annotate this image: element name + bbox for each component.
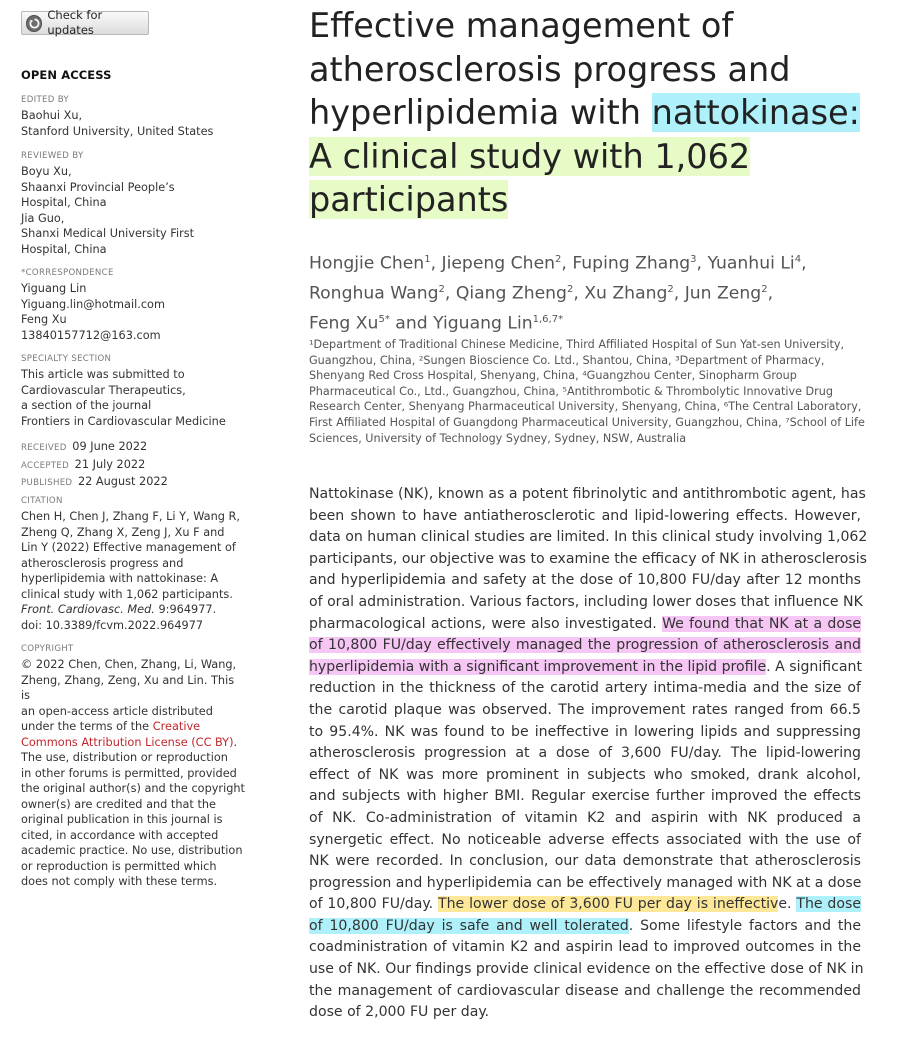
- citation-volume: 9:964977.: [154, 603, 217, 616]
- abstract-text: . Some lifestyle factors and the: [628, 917, 862, 934]
- author-affiliation-number: 3: [690, 254, 697, 265]
- abstract-line: [309, 614, 861, 636]
- title-line-5: [309, 178, 879, 222]
- author-name: and Yiguang Lin: [389, 314, 533, 335]
- title-highlight-nattokinase: nattokinase:: [651, 93, 860, 132]
- abstract-line: [309, 570, 861, 592]
- citation-doi: doi: 10.3389/fcvm.2022.964977: [21, 618, 204, 632]
- abstract-text: . A significant: [766, 658, 862, 675]
- author-name: ,: [801, 253, 807, 274]
- editor-info: Baohui Xu, Stanford University, United States: [21, 109, 214, 138]
- correspondence-info: Yiguang Lin Yiguang.lin@hotmail.com Feng Xu 13840157712@163.com: [21, 282, 165, 342]
- accepted-label: ACCEPTED: [21, 460, 70, 471]
- abstract-line: [309, 959, 864, 981]
- author-name: Ronghua Wang: [309, 283, 439, 304]
- copyright-text: [21, 657, 246, 890]
- abstract-line: [309, 894, 861, 916]
- affiliation-line: ¹Department of Traditional Chinese Medicine, Third Affiliated Hospital of Sun Yat-sen University,: [309, 338, 845, 351]
- abstract-line: [309, 722, 861, 744]
- published-row: [21, 474, 246, 492]
- abstract-line: [309, 786, 861, 808]
- abstract-line: [309, 700, 861, 722]
- abstract-text: and hyperlipidemia and safety at the dose of 10,800 FU/day after 12 months: [309, 572, 861, 589]
- author-affiliation-number: 2: [566, 284, 574, 296]
- correspondence-heading: *CORRESPONDENCE: [21, 268, 114, 278]
- correspondence-section: [21, 267, 246, 343]
- published-label: PUBLISHED: [21, 478, 73, 488]
- affiliation-line: Guangzhou, China, ²Sungen Bioscience Co. Ltd., Shantou, China, ³Department of Pharmacy,: [309, 353, 825, 367]
- abstract-line: [309, 981, 861, 1003]
- abstract-text: the carotid plaque was observed. The improvement rates ranged from 66.5: [309, 701, 861, 718]
- author-affiliation-number: 1,6,7*: [532, 314, 564, 326]
- edited-by-section: [21, 94, 246, 139]
- abstract-text: Nattokinase (NK), known as a potent fibrinolytic and antithrombotic agent, has: [309, 486, 866, 502]
- abstract-line: [309, 592, 861, 614]
- accepted-date: 21 July 2022: [74, 457, 146, 471]
- author-line-3: [309, 307, 869, 337]
- abstract-highlight: The lower dose of 3,600 FU per day is ineffectiv: [438, 896, 779, 913]
- abstract-line: [309, 916, 861, 938]
- specialty-section: [21, 353, 246, 429]
- author-name: Feng Xu: [309, 314, 379, 335]
- abstract-line: [309, 830, 861, 852]
- reviewed-by-heading: REVIEWED BY: [21, 151, 84, 161]
- specialty-info: This article was submitted to Cardiovascular Therapeutics, a section of the journal Frontiers in Cardiovascular Medicine: [21, 368, 226, 428]
- affiliation-line: First Affiliated Hospital of Guangdong Pharmaceutical University, Guangzhou, China, ⁷School of Life: [309, 415, 865, 429]
- abstract-line: [309, 678, 861, 700]
- abstract-line: [309, 549, 868, 571]
- abstract-text: of oral administration. Various factors, including lower doses that influence NK: [309, 593, 863, 610]
- abstract-text: e.: [778, 896, 797, 913]
- abstract-line: [309, 1002, 861, 1024]
- published-date: 22 August 2022: [77, 475, 168, 488]
- received-label: RECEIVED: [21, 443, 67, 453]
- title-line-1: Effective management of: [309, 6, 734, 45]
- abstract-text: data on human clinical studies are limited. In this clinical study involving 1,062: [309, 529, 868, 546]
- title-line-3: [309, 91, 879, 135]
- title-highlight-line-4: A clinical study with 1,062: [309, 136, 751, 176]
- abstract-text: of NK. Co-administration of vitamin K2 and aspirin with NK produced a: [309, 809, 861, 826]
- author-name: , Xu Zhang: [573, 283, 668, 304]
- copyright-section: [21, 643, 246, 890]
- abstract-highlight: The dose: [796, 896, 862, 913]
- abstract-text: pharmacological actions, were also investigated.: [309, 615, 663, 632]
- check-for-updates-label: Check for updates: [47, 7, 103, 37]
- author-line-1: [309, 247, 869, 277]
- affiliation-line: Sciences, University of Technology Sydney, Sydney, NSW, Australia: [309, 431, 687, 445]
- affiliation-line: Shenyang Red Cross Hospital, Shenyang, China, ⁴Guangzhou Center, Sinopharm Group: [309, 369, 797, 383]
- abstract-line: [309, 506, 861, 528]
- abstract-text: use of NK. Our findings provide clinical evidence on the effective dose of NK in: [309, 961, 864, 978]
- abstract-line: [309, 635, 861, 657]
- author-name: , Fuping Zhang: [561, 253, 691, 274]
- title-line-3-text: hyperlipidemia with: [309, 93, 652, 132]
- abstract-line: [309, 873, 861, 895]
- abstract-line: [309, 527, 868, 549]
- author-affiliation-number: 2: [438, 284, 445, 296]
- abstract-line: [309, 808, 861, 830]
- abstract-text: the management of cardiovascular disease and challenge the recommended: [309, 982, 861, 999]
- abstract-highlight: of 10,800 FU/day is safe and well tolerated: [309, 917, 629, 934]
- author-list: [309, 247, 869, 338]
- copyright-body: © 2022 Chen, Chen, Zhang, Li, Wang, Zheng, Zhang, Zeng, Xu and Lin. This is an open-access article distributed under the terms of the: [21, 658, 237, 733]
- abstract-text: and subjects with higher BMI. Regular exercise further improved the effects: [309, 788, 861, 805]
- abstract-text: to 95.4%. NK was found to be ineffective in lowering lipids and suppressing: [309, 723, 861, 740]
- abstract-text: synergetic effect. No noticeable adverse effects associated with the use of: [309, 831, 861, 848]
- abstract: [309, 484, 868, 1024]
- affiliation-line: Pharmaceutical Co., Ltd., Guangzhou, China, ⁵Antithrombotic & Thrombolytic Innovative Drug: [309, 384, 833, 398]
- check-updates-icon: [26, 15, 42, 32]
- abstract-line: [309, 743, 861, 765]
- abstract-highlight: hyperlipidemia with a significant improvement in the lipid profile: [309, 658, 767, 675]
- reviewed-by-section: [21, 150, 246, 257]
- copyright-terms: . The use, distribution or reproduction in other forums is permitted, provided the original author(s) and the copyright owner(s) are credited and that the original publication in this journal is cited, in accordance with accepted academic practice. No use, distribution or reproduction is permitted which does not comply with these terms.: [21, 735, 245, 888]
- citation-section: [21, 495, 246, 633]
- affiliations: [309, 337, 869, 446]
- author-name: , Yuanhui Li: [696, 253, 795, 274]
- author-affiliation-number: 5*: [378, 314, 390, 326]
- abstract-text: participants, our objective was to examine the efficacy of NK in atherosclerosis: [309, 550, 868, 567]
- abstract-line: [309, 937, 861, 959]
- author-affiliation-number: 4: [794, 254, 802, 265]
- article-title: [309, 4, 879, 222]
- citation-text: [21, 509, 246, 633]
- author-name: , Jiepeng Chen: [430, 253, 556, 274]
- reviewers-info: Boyu Xu, Shaanxi Provincial People’s Hospital, China Jia Guo, Shanxi Medical University First Hospital, China: [21, 165, 195, 256]
- citation-journal: Front. Cardiovasc. Med.: [21, 603, 155, 616]
- author-name: , Qiang Zheng: [444, 283, 567, 304]
- received-row: [21, 439, 246, 457]
- dates-section: [21, 439, 246, 492]
- cc-by-license-link[interactable]: Creative Commons Attribution License (CC BY): [21, 720, 234, 749]
- abstract-text: effect of NK was more prominent in subjects who smoked, drank alcohol,: [309, 766, 861, 783]
- abstract-line: [309, 484, 866, 506]
- abstract-text: dose of 2,000 FU per day.: [309, 1004, 490, 1021]
- specialty-heading: SPECIALTY SECTION: [21, 354, 112, 364]
- abstract-text: been shown to have antiatherosclerotic and lipid-lowering effects. However,: [309, 507, 861, 524]
- abstract-line: [309, 851, 861, 873]
- abstract-highlight: of 10,800 FU/day effectively managed the progression of atherosclerosis and: [309, 637, 861, 654]
- abstract-line: [309, 765, 861, 787]
- open-access-label: OPEN ACCESS: [21, 68, 112, 82]
- affiliation-line: Research Center, Shenyang Pharmaceutical University, Shenyang, China, ⁶The Central Laboratory,: [309, 400, 862, 414]
- abstract-text: coadministration of vitamin K2 and aspirin lead to improved outcomes in the: [309, 939, 861, 956]
- abstract-text: of 10,800 FU/day.: [309, 896, 439, 913]
- check-for-updates-button[interactable]: [21, 7, 149, 37]
- abstract-text: progression and hyperlipidemia can be effectively managed with NK at a dose: [309, 874, 862, 891]
- author-name: Hongjie Chen: [309, 253, 425, 274]
- received-date: 09 June 2022: [72, 440, 148, 453]
- title-line-4: [309, 135, 879, 179]
- copyright-heading: COPYRIGHT: [21, 644, 74, 654]
- author-name: ,: [767, 283, 774, 304]
- edited-by-heading: EDITED BY: [21, 95, 69, 105]
- author-affiliation-number: 2: [761, 284, 768, 296]
- author-affiliation-number: 2: [555, 254, 562, 265]
- abstract-text: atherosclerosis progression at a dose of 3,600 FU/day. The lipid-lowering: [309, 745, 861, 762]
- abstract-highlight: We found that NK at a dose: [662, 615, 862, 632]
- accepted-row: [21, 457, 246, 475]
- title-line-2: atherosclerosis progress and: [309, 49, 791, 89]
- author-name: , Jun Zeng: [673, 283, 762, 304]
- author-affiliation-number: 1: [424, 254, 431, 265]
- author-affiliation-number: 2: [667, 284, 674, 296]
- citation-heading: CITATION: [21, 496, 63, 506]
- citation-body: Chen H, Chen J, Zhang F, Li Y, Wang R, Zheng Q, Zhang X, Zeng J, Xu F and Lin Y (2022) Effective management of atherosclerosis progress and hyperlipidemia with nattokinase: A clinical study with 1,062 participants.: [21, 510, 240, 601]
- author-line-2: [309, 277, 869, 307]
- abstract-text: reduction in the thickness of the carotid artery intima-media and the size of: [309, 680, 861, 697]
- title-highlight-line-5: participants: [309, 180, 509, 219]
- abstract-text: NK were recorded. In conclusion, our data demonstrate that atherosclerosis: [309, 853, 861, 870]
- abstract-line: [309, 657, 861, 679]
